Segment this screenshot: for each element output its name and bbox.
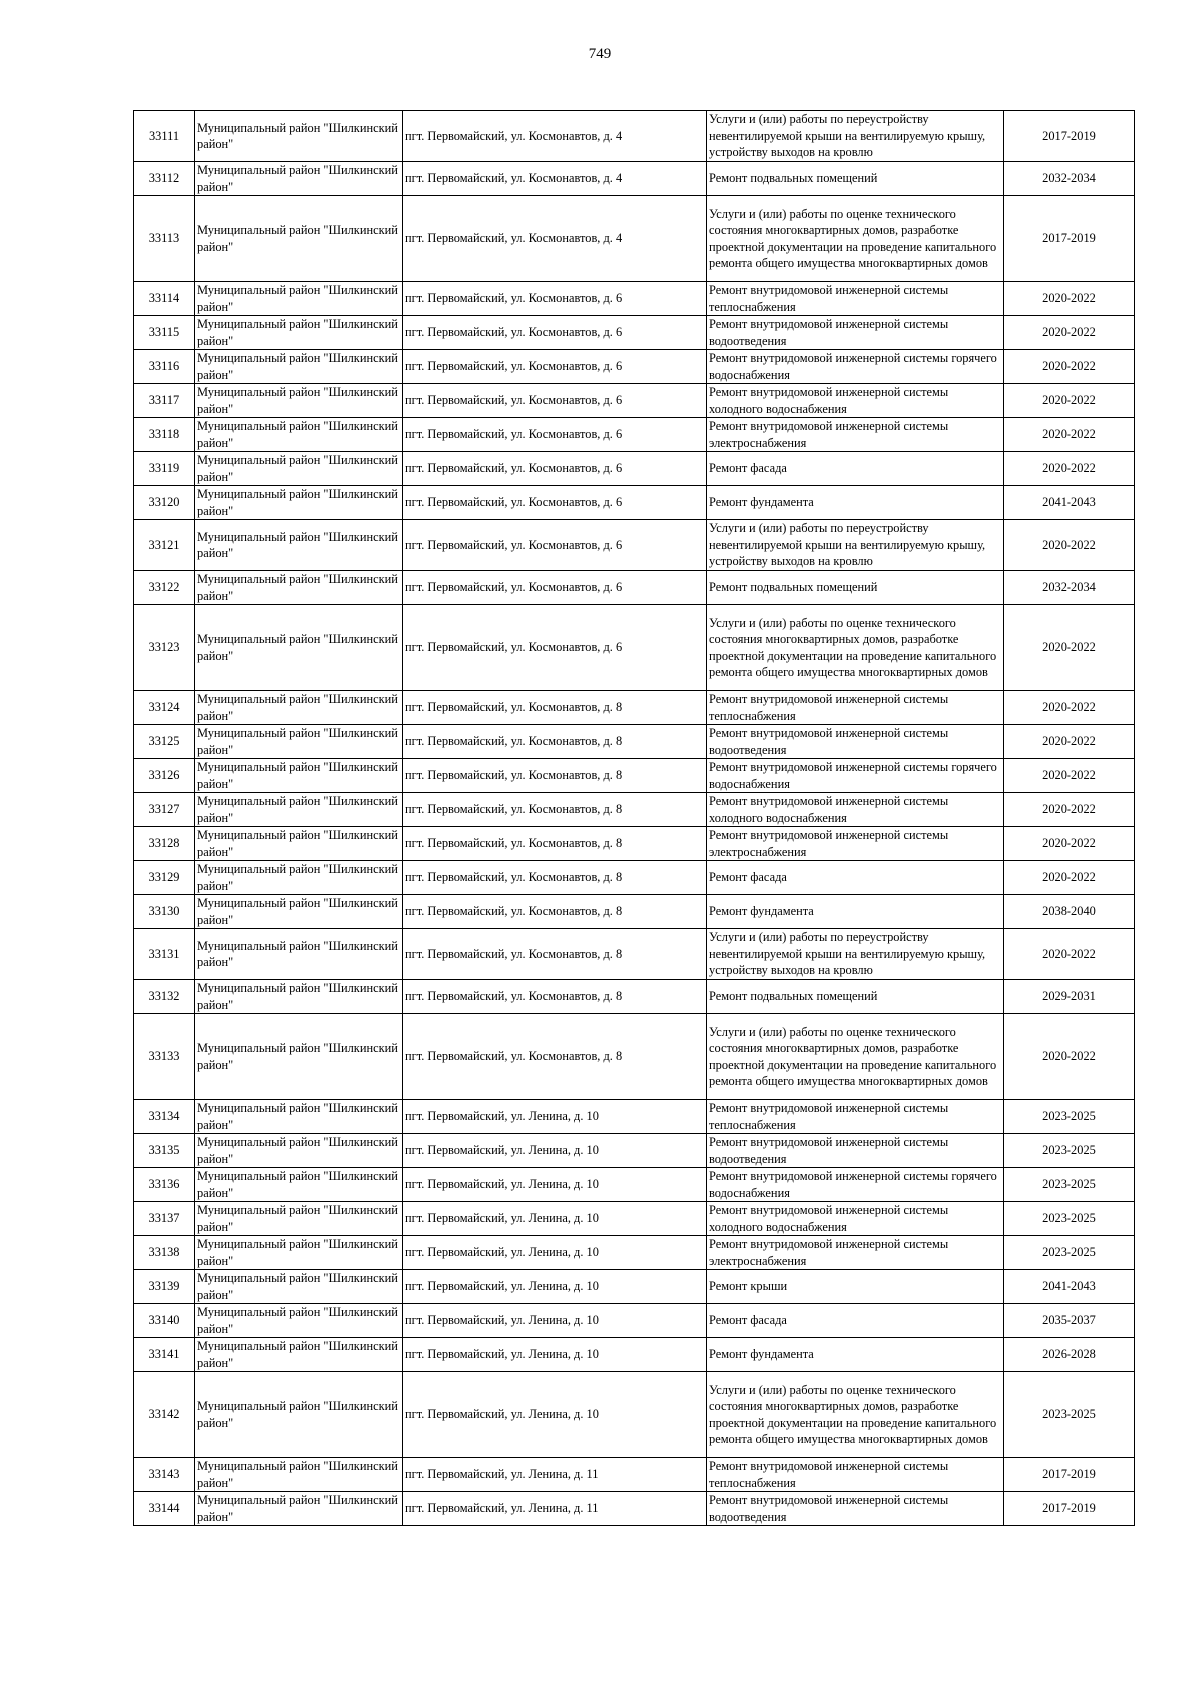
table-row [134,1458,1135,1492]
period-cell: 2017-2019 [1004,1458,1135,1492]
period-cell: 2017-2019 [1004,196,1135,282]
row-number-cell: 33144 [134,1492,195,1526]
period-cell: 2020-2022 [1004,605,1135,691]
address-cell: пгт. Первомайский, ул. Космонавтов, д. 6 [403,571,707,605]
period-cell: 2020-2022 [1004,929,1135,980]
address-cell: пгт. Первомайский, ул. Космонавтов, д. 8 [403,691,707,725]
table-row [134,1236,1135,1270]
work-type-cell: Ремонт внутридомовой инженерной системы электроснабжения [707,418,1004,452]
row-number-cell: 33134 [134,1100,195,1134]
address-cell: пгт. Первомайский, ул. Космонавтов, д. 8 [403,861,707,895]
table-row [134,929,1135,980]
address-cell: пгт. Первомайский, ул. Космонавтов, д. 6 [403,605,707,691]
address-cell: пгт. Первомайский, ул. Ленина, д. 10 [403,1100,707,1134]
row-number-cell: 33119 [134,452,195,486]
period-cell: 2026-2028 [1004,1338,1135,1372]
period-cell: 2017-2019 [1004,111,1135,162]
table-row [134,571,1135,605]
table-row [134,1134,1135,1168]
address-cell: пгт. Первомайский, ул. Космонавтов, д. 6 [403,486,707,520]
municipality-cell: Муниципальный район "Шилкинский район" [195,1202,403,1236]
municipality-cell: Муниципальный район "Шилкинский район" [195,350,403,384]
table-row [134,1202,1135,1236]
address-cell: пгт. Первомайский, ул. Космонавтов, д. 6 [403,316,707,350]
period-cell: 2032-2034 [1004,571,1135,605]
municipality-cell: Муниципальный район "Шилкинский район" [195,725,403,759]
municipality-cell: Муниципальный район "Шилкинский район" [195,1014,403,1100]
table-row [134,162,1135,196]
work-type-cell: Ремонт фасада [707,1304,1004,1338]
municipality-cell: Муниципальный район "Шилкинский район" [195,1168,403,1202]
row-number-cell: 33120 [134,486,195,520]
address-cell: пгт. Первомайский, ул. Космонавтов, д. 6 [403,452,707,486]
work-type-cell: Услуги и (или) работы по оценке технического состояния многоквартирных домов, разработке проектной документации на проведение капитального ремонта общего имущества многоквартирных домов [707,1372,1004,1458]
address-cell: пгт. Первомайский, ул. Космонавтов, д. 6 [403,282,707,316]
work-type-cell: Ремонт внутридомовой инженерной системы теплоснабжения [707,1100,1004,1134]
period-cell: 2023-2025 [1004,1202,1135,1236]
address-cell: пгт. Первомайский, ул. Космонавтов, д. 8 [403,793,707,827]
period-cell: 2020-2022 [1004,1014,1135,1100]
work-type-cell: Ремонт подвальных помещений [707,571,1004,605]
address-cell: пгт. Первомайский, ул. Ленина, д. 10 [403,1236,707,1270]
address-cell: пгт. Первомайский, ул. Ленина, д. 11 [403,1492,707,1526]
table-row [134,725,1135,759]
work-type-cell: Ремонт фасада [707,861,1004,895]
row-number-cell: 33137 [134,1202,195,1236]
municipality-cell: Муниципальный район "Шилкинский район" [195,1372,403,1458]
address-cell: пгт. Первомайский, ул. Космонавтов, д. 4 [403,196,707,282]
work-type-cell: Ремонт внутридомовой инженерной системы электроснабжения [707,827,1004,861]
row-number-cell: 33122 [134,571,195,605]
table-row [134,1270,1135,1304]
table-row [134,282,1135,316]
period-cell: 2020-2022 [1004,384,1135,418]
work-type-cell: Ремонт подвальных помещений [707,162,1004,196]
municipality-cell: Муниципальный район "Шилкинский район" [195,1100,403,1134]
period-cell: 2020-2022 [1004,316,1135,350]
municipality-cell: Муниципальный район "Шилкинский район" [195,1338,403,1372]
address-cell: пгт. Первомайский, ул. Ленина, д. 10 [403,1372,707,1458]
period-cell: 2041-2043 [1004,486,1135,520]
municipality-cell: Муниципальный район "Шилкинский район" [195,418,403,452]
municipality-cell: Муниципальный район "Шилкинский район" [195,162,403,196]
municipality-cell: Муниципальный район "Шилкинский район" [195,384,403,418]
table-row [134,1014,1135,1100]
period-cell: 2020-2022 [1004,861,1135,895]
table-row [134,111,1135,162]
period-cell: 2023-2025 [1004,1236,1135,1270]
table-row [134,316,1135,350]
table-row [134,196,1135,282]
row-number-cell: 33133 [134,1014,195,1100]
row-number-cell: 33138 [134,1236,195,1270]
work-type-cell: Ремонт фундамента [707,486,1004,520]
row-number-cell: 33125 [134,725,195,759]
row-number-cell: 33118 [134,418,195,452]
address-cell: пгт. Первомайский, ул. Космонавтов, д. 8 [403,725,707,759]
period-cell: 2023-2025 [1004,1372,1135,1458]
work-type-cell: Ремонт внутридомовой инженерной системы холодного водоснабжения [707,1202,1004,1236]
row-number-cell: 33129 [134,861,195,895]
municipality-cell: Муниципальный район "Шилкинский район" [195,571,403,605]
municipality-cell: Муниципальный район "Шилкинский район" [195,316,403,350]
table-row [134,384,1135,418]
work-type-cell: Ремонт фундамента [707,1338,1004,1372]
period-cell: 2020-2022 [1004,691,1135,725]
table-body [134,111,1135,1526]
address-cell: пгт. Первомайский, ул. Ленина, д. 11 [403,1458,707,1492]
municipality-cell: Муниципальный район "Шилкинский район" [195,196,403,282]
municipality-cell: Муниципальный район "Шилкинский район" [195,895,403,929]
table-row [134,793,1135,827]
row-number-cell: 33116 [134,350,195,384]
address-cell: пгт. Первомайский, ул. Ленина, д. 10 [403,1134,707,1168]
period-cell: 2023-2025 [1004,1134,1135,1168]
address-cell: пгт. Первомайский, ул. Ленина, д. 10 [403,1338,707,1372]
table-row [134,1338,1135,1372]
municipality-cell: Муниципальный район "Шилкинский район" [195,486,403,520]
municipality-cell: Муниципальный район "Шилкинский район" [195,1236,403,1270]
municipality-cell: Муниципальный район "Шилкинский район" [195,605,403,691]
table-row [134,452,1135,486]
capital-repair-table [133,110,1135,1526]
table-row [134,827,1135,861]
municipality-cell: Муниципальный район "Шилкинский район" [195,1492,403,1526]
row-number-cell: 33124 [134,691,195,725]
municipality-cell: Муниципальный район "Шилкинский район" [195,827,403,861]
period-cell: 2041-2043 [1004,1270,1135,1304]
period-cell: 2020-2022 [1004,350,1135,384]
row-number-cell: 33121 [134,520,195,571]
work-type-cell: Ремонт внутридомовой инженерной системы теплоснабжения [707,691,1004,725]
row-number-cell: 33135 [134,1134,195,1168]
table-row [134,895,1135,929]
row-number-cell: 33136 [134,1168,195,1202]
municipality-cell: Муниципальный район "Шилкинский район" [195,861,403,895]
row-number-cell: 33115 [134,316,195,350]
row-number-cell: 33140 [134,1304,195,1338]
municipality-cell: Муниципальный район "Шилкинский район" [195,1134,403,1168]
row-number-cell: 33123 [134,605,195,691]
row-number-cell: 33111 [134,111,195,162]
period-cell: 2020-2022 [1004,725,1135,759]
period-cell: 2020-2022 [1004,827,1135,861]
municipality-cell: Муниципальный район "Шилкинский район" [195,520,403,571]
table-row [134,1100,1135,1134]
row-number-cell: 33113 [134,196,195,282]
work-type-cell: Ремонт внутридомовой инженерной системы электроснабжения [707,1236,1004,1270]
work-type-cell: Ремонт фундамента [707,895,1004,929]
row-number-cell: 33139 [134,1270,195,1304]
period-cell: 2017-2019 [1004,1492,1135,1526]
row-number-cell: 33128 [134,827,195,861]
table-row [134,759,1135,793]
table-row [134,486,1135,520]
period-cell: 2020-2022 [1004,793,1135,827]
address-cell: пгт. Первомайский, ул. Ленина, д. 10 [403,1270,707,1304]
table-row [134,605,1135,691]
row-number-cell: 33132 [134,980,195,1014]
work-type-cell: Ремонт внутридомовой инженерной системы горячего водоснабжения [707,350,1004,384]
municipality-cell: Муниципальный район "Шилкинский район" [195,452,403,486]
work-type-cell: Ремонт фасада [707,452,1004,486]
row-number-cell: 33130 [134,895,195,929]
row-number-cell: 33142 [134,1372,195,1458]
table-row [134,1168,1135,1202]
work-type-cell: Услуги и (или) работы по оценке технического состояния многоквартирных домов, разработке проектной документации на проведение капитального ремонта общего имущества многоквартирных домов [707,605,1004,691]
address-cell: пгт. Первомайский, ул. Ленина, д. 10 [403,1202,707,1236]
work-type-cell: Ремонт крыши [707,1270,1004,1304]
period-cell: 2020-2022 [1004,759,1135,793]
row-number-cell: 33131 [134,929,195,980]
work-type-cell: Ремонт внутридомовой инженерной системы горячего водоснабжения [707,1168,1004,1202]
address-cell: пгт. Первомайский, ул. Космонавтов, д. 8 [403,929,707,980]
table-row [134,691,1135,725]
period-cell: 2038-2040 [1004,895,1135,929]
row-number-cell: 33126 [134,759,195,793]
row-number-cell: 33143 [134,1458,195,1492]
address-cell: пгт. Первомайский, ул. Космонавтов, д. 8 [403,895,707,929]
municipality-cell: Муниципальный район "Шилкинский район" [195,929,403,980]
period-cell: 2020-2022 [1004,520,1135,571]
address-cell: пгт. Первомайский, ул. Космонавтов, д. 4 [403,162,707,196]
address-cell: пгт. Первомайский, ул. Космонавтов, д. 6 [403,350,707,384]
work-type-cell: Ремонт внутридомовой инженерной системы водоотведения [707,1134,1004,1168]
period-cell: 2020-2022 [1004,282,1135,316]
work-type-cell: Ремонт внутридомовой инженерной системы водоотведения [707,1492,1004,1526]
work-type-cell: Ремонт внутридомовой инженерной системы теплоснабжения [707,1458,1004,1492]
table-row [134,1304,1135,1338]
work-type-cell: Ремонт внутридомовой инженерной системы водоотведения [707,316,1004,350]
period-cell: 2023-2025 [1004,1100,1135,1134]
municipality-cell: Муниципальный район "Шилкинский район" [195,1458,403,1492]
municipality-cell: Муниципальный район "Шилкинский район" [195,1304,403,1338]
table-row [134,1492,1135,1526]
period-cell: 2035-2037 [1004,1304,1135,1338]
work-type-cell: Ремонт внутридомовой инженерной системы холодного водоснабжения [707,384,1004,418]
address-cell: пгт. Первомайский, ул. Ленина, д. 10 [403,1168,707,1202]
table-row [134,980,1135,1014]
work-type-cell: Услуги и (или) работы по оценке технического состояния многоквартирных домов, разработке проектной документации на проведение капитального ремонта общего имущества многоквартирных домов [707,1014,1004,1100]
work-type-cell: Услуги и (или) работы по переустройству невентилируемой крыши на вентилируемую крышу, устройству выходов на кровлю [707,111,1004,162]
row-number-cell: 33112 [134,162,195,196]
municipality-cell: Муниципальный район "Шилкинский район" [195,691,403,725]
municipality-cell: Муниципальный район "Шилкинский район" [195,980,403,1014]
address-cell: пгт. Первомайский, ул. Космонавтов, д. 8 [403,980,707,1014]
municipality-cell: Муниципальный район "Шилкинский район" [195,1270,403,1304]
address-cell: пгт. Первомайский, ул. Космонавтов, д. 8 [403,827,707,861]
work-type-cell: Ремонт внутридомовой инженерной системы горячего водоснабжения [707,759,1004,793]
row-number-cell: 33114 [134,282,195,316]
work-type-cell: Ремонт внутридомовой инженерной системы теплоснабжения [707,282,1004,316]
period-cell: 2023-2025 [1004,1168,1135,1202]
municipality-cell: Муниципальный район "Шилкинский район" [195,793,403,827]
row-number-cell: 33117 [134,384,195,418]
table-row [134,861,1135,895]
work-type-cell: Услуги и (или) работы по переустройству невентилируемой крыши на вентилируемую крышу, устройству выходов на кровлю [707,929,1004,980]
address-cell: пгт. Первомайский, ул. Космонавтов, д. 6 [403,384,707,418]
table-row [134,520,1135,571]
address-cell: пгт. Первомайский, ул. Ленина, д. 10 [403,1304,707,1338]
row-number-cell: 33127 [134,793,195,827]
work-type-cell: Ремонт подвальных помещений [707,980,1004,1014]
address-cell: пгт. Первомайский, ул. Космонавтов, д. 6 [403,520,707,571]
address-cell: пгт. Первомайский, ул. Космонавтов, д. 8 [403,1014,707,1100]
period-cell: 2020-2022 [1004,418,1135,452]
work-type-cell: Ремонт внутридомовой инженерной системы холодного водоснабжения [707,793,1004,827]
table-row [134,350,1135,384]
period-cell: 2032-2034 [1004,162,1135,196]
work-type-cell: Услуги и (или) работы по переустройству невентилируемой крыши на вентилируемую крышу, устройству выходов на кровлю [707,520,1004,571]
period-cell: 2020-2022 [1004,452,1135,486]
address-cell: пгт. Первомайский, ул. Космонавтов, д. 8 [403,759,707,793]
row-number-cell: 33141 [134,1338,195,1372]
municipality-cell: Муниципальный район "Шилкинский район" [195,111,403,162]
work-type-cell: Услуги и (или) работы по оценке технического состояния многоквартирных домов, разработке проектной документации на проведение капитального ремонта общего имущества многоквартирных домов [707,196,1004,282]
municipality-cell: Муниципальный район "Шилкинский район" [195,759,403,793]
address-cell: пгт. Первомайский, ул. Космонавтов, д. 6 [403,418,707,452]
table-row [134,418,1135,452]
period-cell: 2029-2031 [1004,980,1135,1014]
work-type-cell: Ремонт внутридомовой инженерной системы водоотведения [707,725,1004,759]
table-row [134,1372,1135,1458]
address-cell: пгт. Первомайский, ул. Космонавтов, д. 4 [403,111,707,162]
municipality-cell: Муниципальный район "Шилкинский район" [195,282,403,316]
page-number: 749 [588,46,612,62]
